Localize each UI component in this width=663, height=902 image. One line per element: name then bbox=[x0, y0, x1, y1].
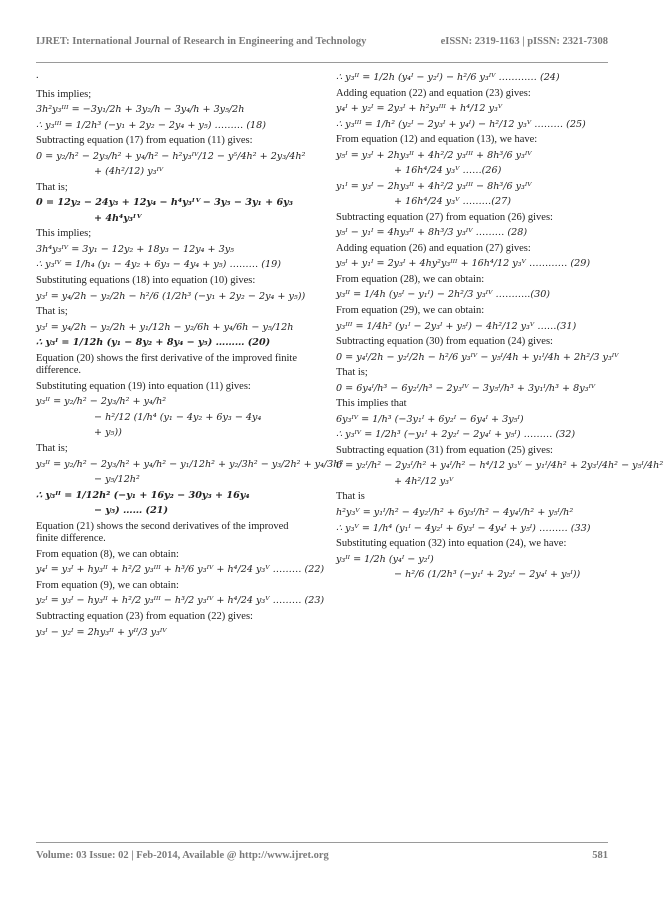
equation-32: ∴ y₃ᴵⱽ = 1/2h³ (−y₁ᴵ + 2y₂ᴵ − 2y₄ᴵ + y₅ᴵ) ……… (32) bbox=[336, 429, 576, 441]
equation-continuation: − y₅) …… (21) bbox=[94, 505, 168, 517]
equation-continuation: + 4h⁴y₃ᴵⱽ bbox=[94, 212, 141, 224]
equation-23: y₂ᴵ = y₃ᴵ − hy₃ᴵᴵ + h²/2 y₃ᴵᴵᴵ − h³/2 y₃ᴵⱽ + h⁴/24 y₃ⱽ ……… (23) bbox=[36, 595, 325, 607]
equation: y₃ᴵᴵ = 1/2h (y₄ᴵ − y₂ᴵ) bbox=[336, 553, 434, 565]
text-line: Subtracting equation (27) from equation (26) gives: bbox=[336, 211, 553, 223]
left-column bbox=[36, 70, 344, 642]
equation-33: ∴ y₃ⱽ = 1/h⁴ (y₁ᴵ − 4y₂ᴵ + 6y₃ᴵ − 4y₄ᴵ + y₅ᴵ) ……… (33) bbox=[336, 522, 591, 534]
text-line: Substituting equations (18) into equation (10) gives: bbox=[36, 274, 256, 286]
text-line: Equation (21) shows the second derivatives of the improved finite difference. bbox=[36, 520, 289, 545]
text-line: From equation (8), we can obtain: bbox=[36, 548, 179, 560]
equation-continuation: + y₅)) bbox=[94, 427, 122, 439]
equation-24: ∴ y₃ᴵᴵ = 1/2h (y₄ᴵ − y₂ᴵ) − h²/6 y₃ᴵⱽ ………… (24) bbox=[336, 72, 560, 83]
equation-21: ∴ y₃ᴵᴵ = 1/12h² (−y₁ + 16y₂ − 30y₃ + 16y₄ bbox=[36, 489, 250, 501]
equation: 0 = y₂ᴵ/h² − 2y₃ᴵ/h² + y₄ᴵ/h² − h⁴/12 y₃ⱽ − y₁ᴵ/4h² + 2y₃ᴵ/4h² − y₅ᴵ/4h² bbox=[336, 460, 663, 472]
equation-29: y₅ᴵ + y₁ᴵ = 2y₃ᴵ + 4hy²y₃ᴵᴵᴵ + 16h⁴/12 y₃ⱽ ………… (29) bbox=[336, 258, 591, 270]
equation: 3h⁴y₃ᴵⱽ = 3y₁ − 12y₂ + 18y₃ − 12y₄ + 3y₅ bbox=[36, 243, 234, 255]
text-line: From equation (9), we can obtain: bbox=[36, 579, 179, 591]
equation: y₃ᴵ = y₄/2h − y₂/2h + y₁/12h − y₂/6h + y₄/6h − y₅/12h bbox=[36, 321, 294, 333]
text-line: That is; bbox=[36, 442, 68, 454]
header-rule bbox=[36, 62, 608, 63]
equation: h²y₃ⱽ = y₁ᴵ/h² − 4y₂ᴵ/h² + 6y₃ᴵ/h² − 4y₄ᴵ/h² + y₅ᴵ/h² bbox=[336, 507, 574, 519]
equation: 0 = y₂/h² − 2y₃/h² + y₄/h² − h²y₃ᴵⱽ/12 − y⁵/4h² + 2y₃/4h² bbox=[36, 150, 306, 162]
text-line: Adding equation (26) and equation (27) gives: bbox=[336, 242, 531, 254]
text-line: That is; bbox=[36, 306, 68, 318]
text-line: From equation (29), we can obtain: bbox=[336, 304, 485, 316]
equation: y₃ᴵᴵ = y₂/h² − 2y₃/h² + y₄/h² bbox=[36, 396, 167, 408]
equation-18: ∴ y₃ᴵᴵᴵ = 1/2h³ (−y₁ + 2y₂ − 2y₄ + y₅) ……… (18) bbox=[36, 119, 267, 131]
equation: y₃ᴵᴵ = y₂/h² − 2y₃/h² + y₄/h² − y₁/12h² + y₂/3h² − y₃/2h² + y₄/3h² bbox=[36, 458, 344, 470]
equation: y₁ᴵ = y₃ᴵ − 2hy₃ᴵᴵ + 4h²/2 y₃ᴵᴵᴵ − 8h³/6 y₃ᴵⱽ bbox=[336, 180, 532, 192]
text-line: From equation (28), we can obtain: bbox=[336, 273, 485, 285]
text-line: Adding equation (22) and equation (23) gives: bbox=[336, 87, 531, 99]
equation-28: y₅ᴵ − y₁ᴵ = 4hy₃ᴵᴵ + 8h³/3 y₃ᴵⱽ ……… (28) bbox=[336, 227, 528, 239]
text-line: Subtracting equation (17) from equation (11) gives: bbox=[36, 135, 253, 147]
text-line: Substituting equation (19) into equation (11) gives: bbox=[36, 380, 251, 392]
equation: y₃ᴵ = y₄/2h − y₂/2h − h²/6 (1/2h³ (−y₁ + 2y₂ − 2y₄ + y₅)) bbox=[36, 290, 306, 302]
equation-continuation: − h²/12 (1/h⁴ (y₁ − 4y₂ + 6y₃ − 4y₄ bbox=[94, 411, 262, 423]
equation: 6y₃ᴵⱽ = 1/h³ (−3y₁ᴵ + 6y₂ᴵ − 6y₄ᴵ + 3y₅ᴵ) bbox=[336, 413, 524, 425]
text-line: Substituting equation (32) into equation (24), we have: bbox=[336, 538, 567, 550]
equation: 0 = 6y₄ᴵ/h³ − 6y₂ᴵ/h³ − 2y₃ᴵⱽ − 3y₅ᴵ/h³ + 3y₁ᴵ/h³ + 8y₃ᴵⱽ bbox=[336, 382, 596, 394]
equation-22: y₄ᴵ = y₃ᴵ + hy₃ᴵᴵ + h²/2 y₃ᴵᴵᴵ + h³/6 y₃ᴵⱽ + h⁴/24 y₃ⱽ ……… (22) bbox=[36, 564, 325, 576]
text-line: Subtracting equation (30) from equation (24) gives: bbox=[336, 336, 553, 348]
equation: 3h²y₃ᴵᴵᴵ = −3y₁/2h + 3y₂/h − 3y₄/h + 3y₅/2h bbox=[36, 104, 245, 116]
page-number: 581 bbox=[592, 850, 608, 861]
equation-30: y₃ᴵᴵ = 1/4h (y₅ᴵ − y₁ᴵ) − 2h²/3 y₃ᴵⱽ ………..(30) bbox=[336, 289, 551, 301]
text-line: That is; bbox=[36, 181, 68, 193]
stray-dot: . bbox=[36, 70, 39, 81]
journal-title: IJRET: International Journal of Research in Engineering and Technology bbox=[36, 36, 367, 47]
volume-info: Volume: 03 Issue: 02 | Feb-2014, Available @ http://www.ijret.org bbox=[36, 850, 329, 861]
issn-info: eISSN: 2319-1163 | pISSN: 2321-7308 bbox=[440, 36, 608, 47]
equation-31: y₃ᴵᴵᴵ = 1/4h² (y₁ᴵ − 2y₃ᴵ + y₅ᴵ) − 4h²/12 y₃ⱽ ……(31) bbox=[336, 320, 577, 332]
equation-continuation: − y₅/12h² bbox=[94, 474, 140, 486]
equation: y₅ᴵ = y₃ᴵ + 2hy₃ᴵᴵ + 4h²/2 y₃ᴵᴵᴵ + 8h³/6 y₃ᴵⱽ bbox=[336, 149, 532, 161]
text-line: Equation (20) shows the first derivative of the improved finite difference. bbox=[36, 352, 297, 377]
equation-26: + 16h⁴/24 y₃ⱽ ……(26) bbox=[394, 165, 502, 177]
text-line: This implies that bbox=[336, 398, 407, 410]
right-column bbox=[336, 70, 663, 585]
text-line: From equation (12) and equation (13), we have: bbox=[336, 134, 538, 146]
text-line: This implies; bbox=[36, 88, 92, 100]
equation-continuation: + (4h²/12) y₃ᴵⱽ bbox=[94, 166, 164, 178]
text-line: That is; bbox=[336, 367, 368, 379]
text-line: This implies; bbox=[36, 228, 92, 240]
equation-19: ∴ y₃ᴵⱽ = 1/h₄ (y₁ − 4y₂ + 6y₃ − 4y₄ + y₅) ……… (19) bbox=[36, 259, 281, 271]
equation: 0 = 12y₂ − 24y₃ + 12y₄ − h⁴y₃ᴵⱽ − 3y₅ − 3y₁ + 6y₃ bbox=[36, 197, 293, 209]
equation-continuation: − h²/6 (1/2h³ (−y₁ᴵ + 2y₂ᴵ − 2y₄ᴵ + y₅ᴵ)) bbox=[394, 569, 581, 581]
equation: y₄ᴵ + y₂ᴵ = 2y₃ᴵ + h²y₃ᴵᴵᴵ + h⁴/12 y₃ⱽ bbox=[336, 103, 503, 115]
equation-27: + 16h⁴/24 y₃ⱽ ………(27) bbox=[394, 196, 511, 208]
text-line: Subtracting equation (31) from equation (25) gives: bbox=[336, 444, 553, 456]
text-line: Subtracting equation (23) from equation (22) gives: bbox=[36, 610, 253, 622]
equation-20: ∴ y₃ᴵ = 1/12h (y₁ − 8y₂ + 8y₄ − y₅) ……… (20) bbox=[36, 337, 271, 349]
equation: 0 = y₄ᴵ/2h − y₂ᴵ/2h − h²/6 y₃ᴵⱽ − y₅ᴵ/4h + y₁ᴵ/4h + 2h²/3 y₃ᴵⱽ bbox=[336, 351, 619, 363]
equation: y₃ᴵ − y₂ᴵ = 2hy₃ᴵᴵ + yᴵᴵ/3 y₃ᴵⱽ bbox=[36, 626, 167, 638]
equation-25: ∴ y₃ᴵᴵᴵ = 1/h² (y₂ᴵ − 2y₃ᴵ + y₄ᴵ) − h²/12 y₃ⱽ ……… (25) bbox=[336, 118, 586, 130]
footer-rule bbox=[36, 842, 608, 843]
equation-continuation: + 4h²/12 y₃ⱽ bbox=[394, 475, 454, 487]
running-header bbox=[0, 36, 638, 56]
text-line: That is bbox=[336, 491, 365, 503]
